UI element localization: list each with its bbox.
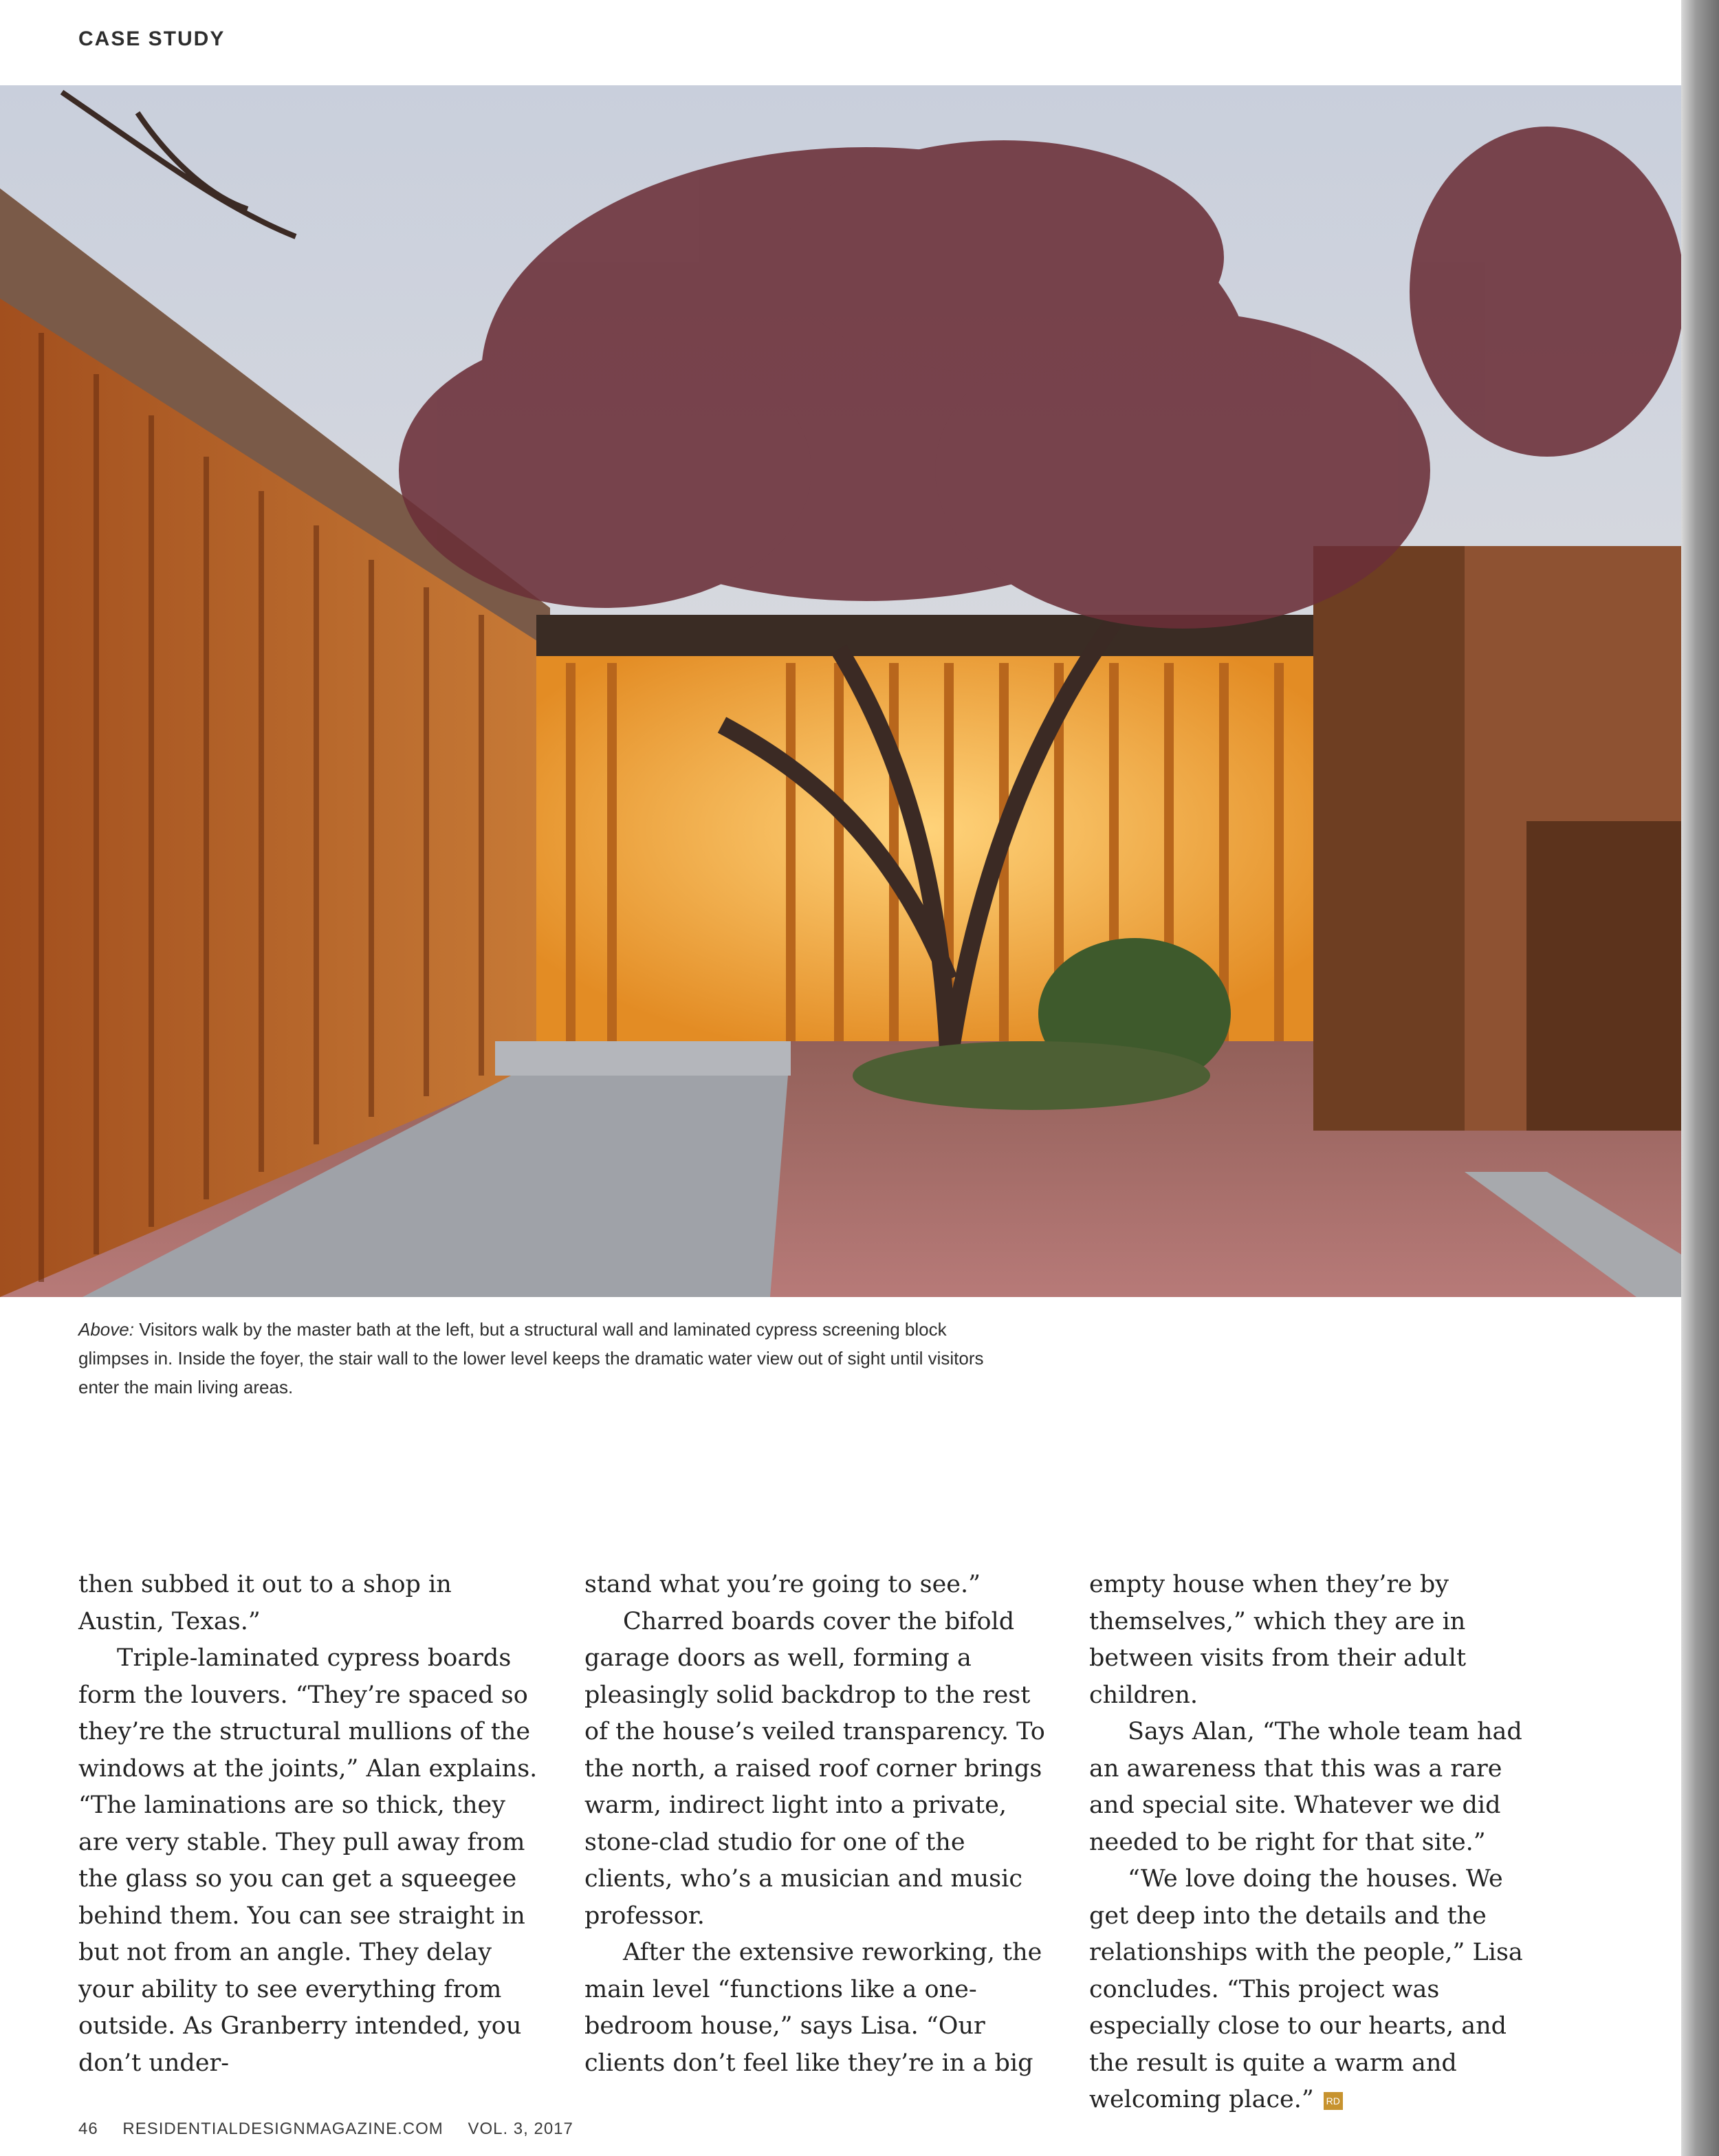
page-footer — [78, 2120, 593, 2139]
body-column-1 — [78, 1567, 539, 2082]
paragraph: stand what you’re going to see.” — [584, 1571, 981, 1598]
photo-caption — [78, 1315, 1014, 1402]
feature-photo — [0, 85, 1681, 1297]
paragraph: After the extensive reworking, the main level “functions like a one-bedroom house,” says Lisa. “Our clients don’t feel like they’re in a big — [584, 1939, 1042, 2077]
paragraph: Triple-laminated cypress boards form the louvers. “They’re spaced so they’re the structural mullions of the windows at the joints,” Alan explains. “The laminations are so thick, they are very stable. They pull away from the glass so you can get a squeegee behind them. You can see straight in but not from an angle. They delay your ability to see everything from outside. As Granberry intended, you don’t under- — [78, 1644, 538, 2077]
page-number: 46 — [78, 2120, 98, 2138]
paragraph: then subbed it out to a shop in Austin, Texas.” — [78, 1571, 452, 1635]
body-column-3 — [1089, 1567, 1550, 2119]
paragraph: Charred boards cover the bifold garage doors as well, forming a pleasingly solid backdrop to the rest of the house’s veiled transparency. To the north, a raised roof corner brings warm, indirect light into a private, stone-clad studio for one of the clients, who’s a musician and music professor. — [584, 1607, 1045, 1930]
issue-label: VOL. 3, 2017 — [468, 2120, 573, 2138]
magazine-site: RESIDENTIALDESIGNMAGAZINE.COM — [122, 2120, 444, 2138]
page-gutter-shadow — [1681, 0, 1719, 2156]
paragraph: Says Alan, “The whole team had an awareness that this was a rare and special site. Whatever we did needed to be right for that site.” — [1089, 1718, 1522, 1856]
caption-lead: Above: — [78, 1319, 134, 1340]
end-mark-logo: RD — [1324, 2092, 1343, 2110]
caption-text: Visitors walk by the master bath at the left, but a structural wall and laminated cypress screening block glimpses in. Inside the foyer, the stair wall to the lower level keeps the dramatic water view out of sight until visitors enter the main living areas. — [78, 1319, 984, 1397]
paragraph-text: “We love doing the houses. We get deep into the details and the relationships with the people,” Lisa concludes. “This project was especially close to our hearts, and the result is quite a warm and welcoming place.” — [1089, 1865, 1523, 2113]
section-label: CASE STUDY — [78, 28, 226, 50]
paragraph: empty house when they’re by themselves,” which they are in between visits from their adult children. — [1089, 1571, 1467, 1709]
body-column-2 — [584, 1567, 1045, 2082]
paragraph — [1089, 1861, 1550, 2119]
